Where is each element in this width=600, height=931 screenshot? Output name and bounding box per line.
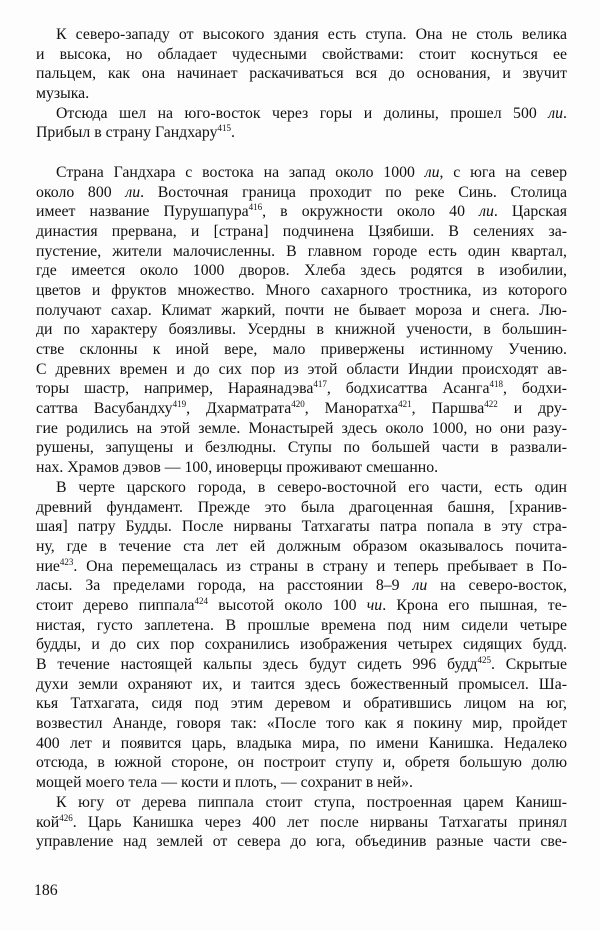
text-run: древний фундамент. Прежде это была драгоценная башня, [хранив- xyxy=(36,498,567,516)
page-number: 186 xyxy=(34,882,58,899)
body-text xyxy=(36,25,567,852)
text-run: 400 лет и появится царь, владыка мира, по имени Канишка. Недалеко xyxy=(36,734,567,752)
footnote-ref: 418 xyxy=(489,379,504,390)
text-run: , Дхарматрата xyxy=(186,400,292,418)
text-run: В течение настоящей кальпы здесь будут сидеть 996 будд xyxy=(36,656,478,673)
text-run: пальцем, как она начинает раскачиваться вся до основания, и звучит xyxy=(36,65,567,83)
text-line xyxy=(36,242,567,262)
text-run: , бодхи- xyxy=(503,380,567,398)
text-run: , в окружности около 40 xyxy=(262,203,480,221)
italic-term: ли xyxy=(125,183,141,201)
text-run: , с юга на север xyxy=(439,163,567,181)
text-line xyxy=(36,360,567,380)
text-line xyxy=(36,320,567,340)
text-line xyxy=(36,576,567,596)
text-line xyxy=(36,557,567,577)
text-run: будды, и до сих пор сохранились изображения четырех сидящих будд. xyxy=(36,636,567,654)
text-run: С древних времен и до сих пор из этой области Индии происходят ав- xyxy=(36,360,567,378)
footnote-ref: 420 xyxy=(291,399,305,410)
text-line xyxy=(36,655,567,675)
text-line xyxy=(36,25,567,45)
text-run: отсюда, в южной стороне, он построит ступу и, обретя большую долю xyxy=(36,754,567,772)
text-run: где имеется около 1000 дворов. Хлеба здесь родятся в изобилии, xyxy=(36,262,567,280)
footnote-ref: 424 xyxy=(194,595,209,606)
text-line xyxy=(36,163,567,183)
footnote-ref: 417 xyxy=(313,379,327,390)
text-line xyxy=(36,793,567,813)
text-line xyxy=(36,379,567,399)
text-line xyxy=(36,694,567,714)
text-line xyxy=(36,714,567,734)
footnote-ref: 422 xyxy=(484,399,498,410)
text-run: кья Татхагата, сидя под этим деревом и обратившись лицом на юг, xyxy=(36,695,567,713)
text-line xyxy=(36,301,567,321)
text-line xyxy=(36,675,567,695)
paragraph-gap xyxy=(36,143,567,163)
text-run: нах. Храмов дэвов — 100, иноверцы проживают смешанно. xyxy=(36,459,439,477)
text-line xyxy=(36,458,567,478)
text-run: пустение, жители малочисленны. В главном городе есть один квартал, xyxy=(36,242,567,260)
footnote-ref: 419 xyxy=(172,399,187,410)
text-run: шая] патру Будды. После нирваны Татхагаты патра попала в эту стра- xyxy=(36,518,567,536)
text-line xyxy=(36,753,567,773)
text-line xyxy=(36,419,567,439)
text-run: Прибыл в страну Гандхару xyxy=(36,124,218,142)
text-run: на северо-восток, xyxy=(427,577,567,595)
text-run: имеет название Пурушапура xyxy=(36,203,249,221)
text-line xyxy=(36,438,567,458)
text-run: Страна Гандхара с востока на запад около 1000 xyxy=(56,163,425,181)
text-run: и высока, но обладает чудесными свойствами: стоит коснуться ее xyxy=(36,45,567,63)
italic-term: ли xyxy=(412,577,428,595)
text-line xyxy=(36,596,567,616)
text-line xyxy=(36,64,567,84)
text-run: , Маноратха xyxy=(304,400,399,418)
text-run: музыка. xyxy=(36,85,90,103)
text-line xyxy=(36,537,567,557)
text-run: . Крона его пышная, те- xyxy=(382,596,567,614)
text-run: . Царь Канишка через 400 лет после нирваны Татхагаты принял xyxy=(72,813,567,831)
footnote-ref: 415 xyxy=(217,123,232,134)
text-run: саттва Васубандху xyxy=(36,400,173,418)
text-run: К югу от дерева пиппала стоит ступа, построенная царем Каниш- xyxy=(56,793,567,811)
text-line xyxy=(36,104,567,124)
text-line xyxy=(36,202,567,222)
text-run: торы шастр, например, Нараянадэва xyxy=(36,380,314,398)
text-run: управление над землей от севера до юга, объединив разные части све- xyxy=(36,833,567,851)
text-run: ну, где в течение ста лет ей должным образом оказывалось почита- xyxy=(36,537,567,555)
text-line xyxy=(36,498,567,518)
text-run: цветов и фруктов множество. Много сахарного тростника, из которого xyxy=(36,281,567,299)
text-run: получают сахар. Климат жаркий, почти не бывает мороза и снега. Лю- xyxy=(36,301,567,319)
text-run: , бодхисаттва Асанга xyxy=(326,380,490,398)
text-run: стоит дерево пиппала xyxy=(36,596,195,614)
footnote-ref: 425 xyxy=(477,655,491,665)
text-run: рушены, запущены и безлюдны. Ступы по большей части в развали- xyxy=(36,439,567,457)
footnote-ref: 426 xyxy=(59,812,73,823)
text-run: кой xyxy=(36,813,60,831)
text-run: , Паршва xyxy=(411,400,485,418)
text-run: В черте царского города, в северо-восточной его части, есть один xyxy=(56,478,567,496)
text-line xyxy=(36,399,567,419)
text-run: и дру- xyxy=(497,400,567,418)
text-run: стве склонны к иной вере, мало привержены истинному Учению. xyxy=(36,341,567,358)
text-run: около 800 xyxy=(36,183,126,201)
footnote-ref: 421 xyxy=(398,399,412,410)
footnote-ref: 423 xyxy=(59,556,74,567)
text-line xyxy=(36,84,567,104)
text-run: возвестил Ананде, говоря так: «После того как я покину мир, пройдет xyxy=(36,715,567,733)
text-line xyxy=(36,517,567,537)
text-line xyxy=(36,616,567,636)
text-run: . xyxy=(563,104,567,122)
text-line xyxy=(36,773,567,793)
italic-term: чи xyxy=(366,596,383,614)
italic-term: ли xyxy=(548,104,564,122)
text-run: . xyxy=(231,124,235,142)
text-run: К северо-западу от высокого здания есть ступа. Она не столь велика xyxy=(56,26,567,43)
text-run: мощей моего тела — кости и плоть, — сохранит в ней». xyxy=(36,774,413,792)
text-run: ди по характеру боязливы. Усердны в книжной учености, в большин- xyxy=(36,321,567,339)
text-line xyxy=(36,813,567,833)
text-line xyxy=(36,478,567,498)
italic-term: ли xyxy=(479,203,494,221)
text-run: Отсюда шел на юго-восток через горы и долины, прошел 500 xyxy=(56,104,549,122)
text-line xyxy=(36,281,567,301)
text-run: . Она перемещалась из страны в страну и теперь пребывает в По- xyxy=(73,557,567,575)
text-line xyxy=(36,734,567,754)
text-run: . Царская xyxy=(493,203,567,221)
text-run: ласы. За пределами города, на расстоянии 8–9 xyxy=(36,577,413,595)
text-line xyxy=(36,832,567,852)
text-line xyxy=(36,183,567,203)
text-run: высотой около 100 xyxy=(208,596,367,614)
italic-term: ли xyxy=(424,163,440,181)
text-run: ние xyxy=(36,557,60,575)
text-line xyxy=(36,635,567,655)
text-line xyxy=(36,261,567,281)
text-run: . Восточная граница проходит по реке Синь. Столица xyxy=(140,183,567,201)
text-run: династия прервана, и [страна] подчинена Цзябиши. В селениях за- xyxy=(36,222,567,240)
text-run: гие родились на этой земле. Монастырей здесь около 1000, но они разу- xyxy=(36,419,567,437)
text-line xyxy=(36,123,567,143)
text-line xyxy=(36,222,567,242)
text-run: нистая, густо заплетена. В прошлые времена под ним сидели четыре xyxy=(36,616,567,634)
text-line xyxy=(36,340,567,360)
footnote-ref: 416 xyxy=(248,202,263,213)
text-run: духи земли охраняют их, и таится здесь божественный промысел. Ша- xyxy=(36,675,567,693)
text-line xyxy=(36,45,567,65)
text-run: . Скрытые xyxy=(490,656,567,673)
